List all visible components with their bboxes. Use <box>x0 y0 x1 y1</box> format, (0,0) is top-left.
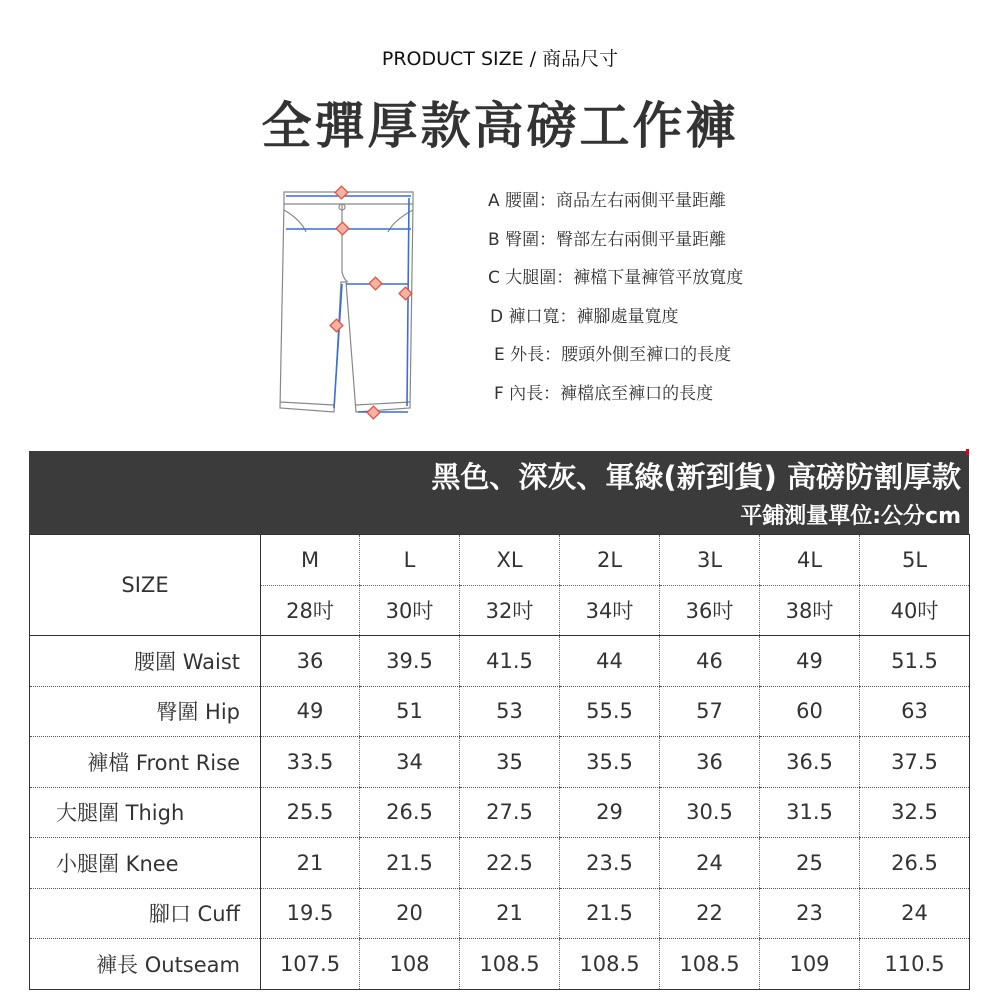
table-cell: 19.5 <box>261 888 360 939</box>
table-cell: 44 <box>560 636 660 687</box>
red-corner-mark <box>966 449 969 455</box>
table-cell: 36.5 <box>760 737 860 788</box>
size-col-header: 2L <box>560 535 660 586</box>
table-row <box>30 737 970 788</box>
table-cell: 108 <box>360 939 460 990</box>
size-col-header: L <box>360 535 460 586</box>
table-cell: 20 <box>360 888 460 939</box>
table-cell: 53 <box>460 686 560 737</box>
table-cell: 29 <box>560 787 660 838</box>
row-label: 褲檔 Front Rise <box>30 737 261 788</box>
table-cell: 36 <box>261 636 360 687</box>
table-row <box>30 838 970 889</box>
table-cell: 21 <box>460 888 560 939</box>
table-row <box>30 787 970 838</box>
waist-inch-header: 36吋 <box>660 585 760 636</box>
waist-inch-header: 38吋 <box>760 585 860 636</box>
table-cell: 41.5 <box>460 636 560 687</box>
table-cell: 55.5 <box>560 686 660 737</box>
table-cell: 34 <box>360 737 460 788</box>
table-cell: 109 <box>760 939 860 990</box>
table-cell: 27.5 <box>460 787 560 838</box>
unit-note: 平鋪測量單位:公分cm <box>740 504 961 529</box>
table-cell: 51 <box>360 686 460 737</box>
table-cell: 30.5 <box>660 787 760 838</box>
legend-item: A 腰圍：商品左右兩側平量距離 <box>488 191 727 211</box>
waist-inch-header: 28吋 <box>261 585 360 636</box>
table-cell: 23 <box>760 888 860 939</box>
waist-inch-header: 34吋 <box>560 585 660 636</box>
row-label: 小腿圍 Knee <box>30 838 261 889</box>
table-cell: 21.5 <box>360 838 460 889</box>
table-cell: 25 <box>760 838 860 889</box>
waist-inch-header: 30吋 <box>360 585 460 636</box>
legend-item: F 內長：褲檔底至褲口的長度 <box>494 383 714 404</box>
table-cell: 110.5 <box>860 939 970 990</box>
table-cell: 108.5 <box>460 939 560 990</box>
table-cell: 63 <box>860 686 970 737</box>
table-cell: 26.5 <box>860 838 970 889</box>
size-col-header: XL <box>460 535 560 586</box>
table-cell: 46 <box>660 636 760 687</box>
table-cell: 57 <box>660 686 760 737</box>
row-label: 腳口 Cuff <box>30 888 261 939</box>
table-cell: 107.5 <box>279 951 341 976</box>
table-banner <box>29 451 969 534</box>
table-cell: 21 <box>261 838 360 889</box>
subtitle: PRODUCT SIZE / 商品尺寸 <box>381 48 619 70</box>
table-cell: 35 <box>460 737 560 788</box>
table-cell: 37.5 <box>860 737 970 788</box>
table-cell: 108.5 <box>660 939 760 990</box>
size-col-header: 4L <box>760 535 860 586</box>
table-cell: 24 <box>860 888 970 939</box>
table-cell: 26.5 <box>360 787 460 838</box>
size-col-header: 3L <box>660 535 760 586</box>
table-cell: 60 <box>760 686 860 737</box>
row-label: 大腿圍 Thigh <box>30 787 261 838</box>
table-cell: 51.5 <box>860 636 970 687</box>
size-header: SIZE <box>30 535 261 636</box>
table-row <box>30 636 970 687</box>
legend-item: D 褲口寬：褲腳處量寬度 <box>490 306 679 327</box>
size-col-header: M <box>261 535 360 586</box>
table-cell: 35.5 <box>560 737 660 788</box>
size-table <box>29 534 970 990</box>
table-cell: 24 <box>660 838 760 889</box>
table-cell: 32.5 <box>860 787 970 838</box>
legend-item: C 大腿圍：褲檔下量褲管平放寬度 <box>488 268 744 288</box>
table-row <box>30 686 970 737</box>
size-col-header: 5L <box>860 535 970 586</box>
legend-item: E 外長：腰頭外側至褲口的長度 <box>494 345 732 365</box>
table-row <box>30 939 970 990</box>
pants-measurement-diagram <box>276 180 426 425</box>
table-cell: 21.5 <box>560 888 660 939</box>
table-cell: 33.5 <box>261 737 360 788</box>
banner-title: 黑色、深灰、軍綠(新到貨) 高磅防割厚款 <box>431 460 961 494</box>
table-cell: 25.5 <box>261 787 360 838</box>
table-cell: 108.5 <box>560 939 660 990</box>
legend-item: B 臀圍：臀部左右兩側平量距離 <box>488 229 727 250</box>
table-cell: 23.5 <box>560 838 660 889</box>
table-cell: 22 <box>660 888 760 939</box>
row-label: 臀圍 Hip <box>30 686 261 737</box>
row-label: 褲長 Outseam <box>30 939 261 990</box>
table-cell: 39.5 <box>360 636 460 687</box>
table-cell: 49 <box>760 636 860 687</box>
measurement-legend <box>488 186 743 417</box>
table-cell: 31.5 <box>760 787 860 838</box>
table-cell: 22.5 <box>460 838 560 889</box>
waist-inch-header: 32吋 <box>460 585 560 636</box>
waist-inch-header: 40吋 <box>860 585 970 636</box>
table-cell: 49 <box>261 686 360 737</box>
table-cell: 36 <box>660 737 760 788</box>
table-row <box>30 888 970 939</box>
row-label: 腰圍 Waist <box>30 636 261 687</box>
page-title: 全彈厚款高磅工作褲 <box>261 97 739 155</box>
